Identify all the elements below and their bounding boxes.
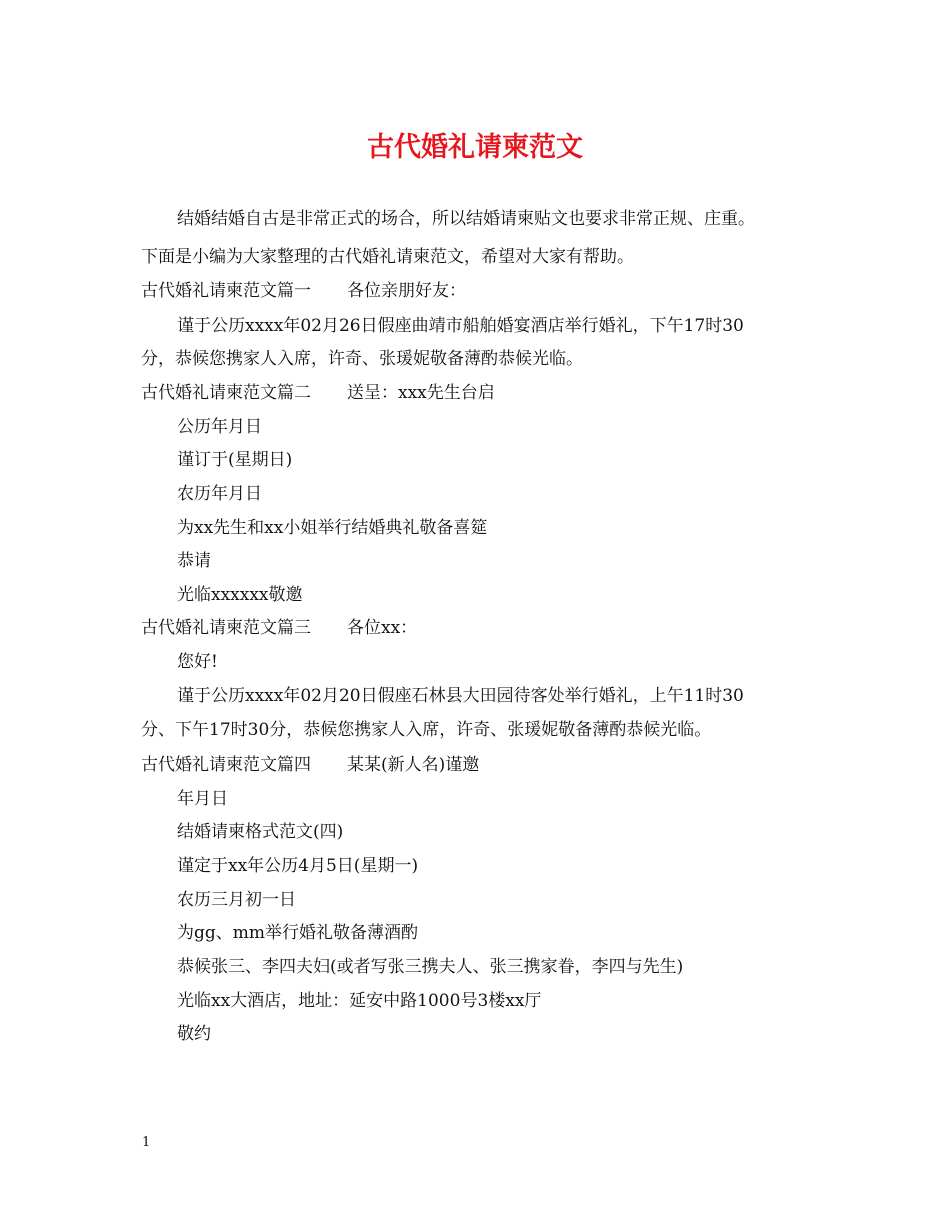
section-1-heading: 古代婚礼请柬范文篇一: [141, 281, 311, 301]
section-2-line-3: 农历年月日: [177, 484, 262, 504]
section-2-line-1: 公历年月日: [177, 417, 262, 437]
section-4-line-6: 恭候张三、李四夫妇(或者写张三携夫人、张三携家眷，李四与先生): [177, 957, 684, 977]
section-1-heading-line: [141, 277, 466, 305]
section-2-line-2: 谨订于(星期日): [177, 450, 293, 470]
section-1-salutation: 各位亲朋好友：: [347, 281, 466, 301]
section-4-line-8: 敬约: [177, 1024, 211, 1044]
section-1-body-line-2: 分，恭候您携家人入席，许奇、张瑗妮敬备薄酌恭候光临。: [141, 349, 583, 369]
section-4-line-7: 光临xx大酒店，地址：延安中路1000号3楼xx厅: [177, 991, 542, 1011]
intro-line-2: 下面是小编为大家整理的古代婚礼请柬范文，希望对大家有帮助。: [141, 247, 634, 267]
section-2-salutation: 送呈：xxx先生台启: [347, 383, 495, 403]
section-2-line-4: 为xx先生和xx小姐举行结婚典礼敬备喜筵: [177, 518, 488, 538]
section-2-heading: 古代婚礼请柬范文篇二: [141, 383, 311, 403]
section-3-greeting: 您好!: [177, 652, 218, 672]
section-3-heading-line: [141, 614, 417, 642]
page-number: 1: [142, 1135, 151, 1150]
section-4-heading-line: [141, 751, 479, 779]
section-4-line-5: 为gg、mm举行婚礼敬备薄酒酌: [177, 923, 419, 943]
section-1-body-line-1: 谨于公历xxxx年02月26日假座曲靖市船舶婚宴酒店举行婚礼，下午17时30: [177, 316, 744, 336]
section-4-line-3: 谨定于xx年公历4月5日(星期一): [177, 856, 419, 876]
section-3-body-line-1: 谨于公历xxxx年02月20日假座石林县大田园待客处举行婚礼，上午11时30: [177, 686, 744, 706]
section-4-line-1: 年月日: [177, 789, 228, 809]
document-title: 古代婚礼请柬范文: [367, 132, 583, 163]
section-3-body-line-2: 分、下午17时30分，恭候您携家人入席，许奇、张瑗妮敬备薄酌恭候光临。: [141, 720, 712, 740]
section-3-salutation: 各位xx：: [347, 618, 418, 638]
section-2-heading-line: [141, 379, 495, 407]
section-2-line-6: 光临xxxxxx敬邀: [177, 585, 303, 605]
intro-line-1: 结婚结婚自古是非常正式的场合，所以结婚请柬贴文也要求非常正规、庄重。: [177, 209, 755, 229]
section-2-line-5: 恭请: [177, 551, 211, 571]
section-4-line-4: 农历三月初一日: [177, 890, 296, 910]
section-4-salutation: 某某(新人名)谨邀: [347, 755, 480, 775]
section-4-line-2: 结婚请柬格式范文(四): [177, 822, 344, 842]
section-3-heading: 古代婚礼请柬范文篇三: [141, 618, 311, 638]
section-4-heading: 古代婚礼请柬范文篇四: [141, 755, 311, 775]
